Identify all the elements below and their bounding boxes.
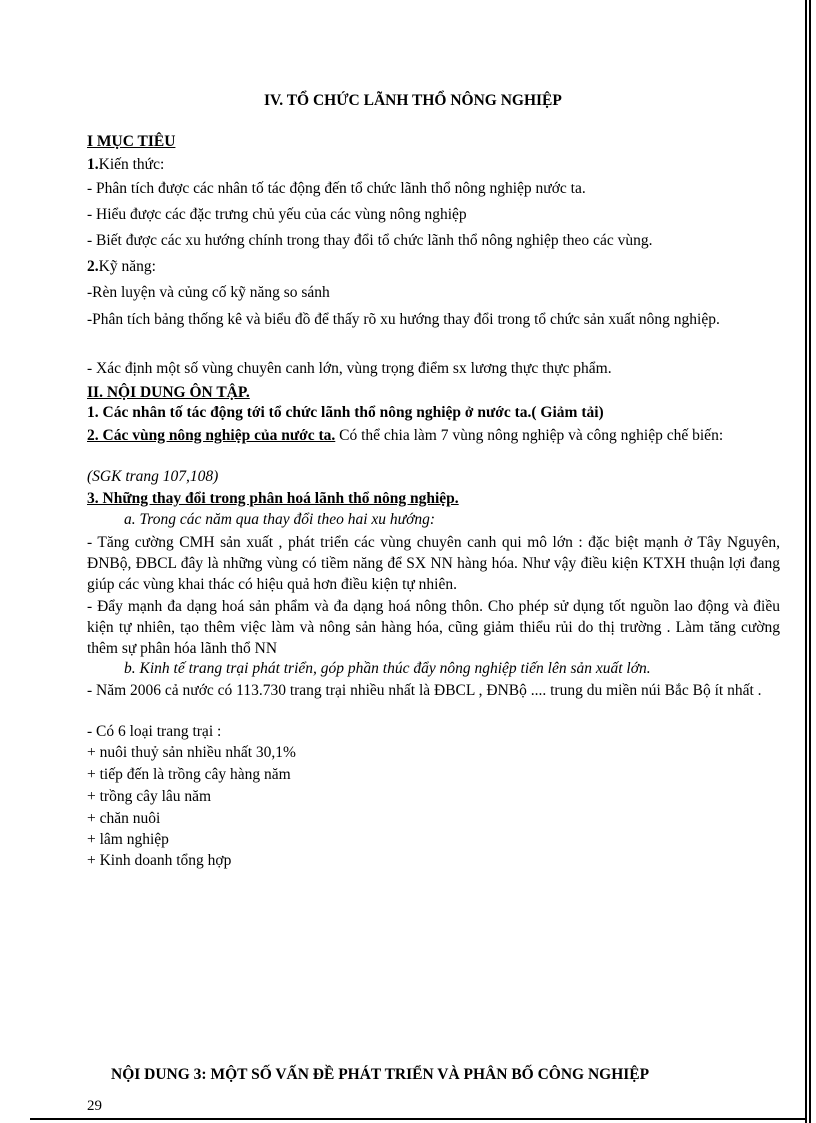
skill-item-1: -Rèn luyện và củng cố kỹ năng so sánh [87,284,330,301]
subsection-3: 3. Những thay đổi trong phân hoá lãnh thổ nông nghiệp. [87,490,459,507]
knowledge-text: Kiến thức: [98,156,165,173]
page-number: 29 [87,1098,102,1114]
farm-type-item: + Kinh doanh tổng hợp [87,852,232,869]
subsection-2-reference: (SGK trang 107,108) [87,468,219,485]
farm-type-item: + tiếp đến là trồng cây hàng năm [87,766,291,783]
skills-number: 2. [87,258,99,275]
knowledge-item-3: - Biết được các xu hướng chính trong thay đổi tổ chức lãnh thổ nông nghiệp theo các vùng. [87,232,653,249]
skills-label [87,258,156,276]
subsection-2 [87,426,780,445]
page-border-bottom [30,1118,806,1120]
skill-item-3: - Xác định một số vùng chuyên canh lớn, vùng trọng điểm sx lương thực thực phẩm. [87,360,612,377]
skill-item-2: -Phân tích bảng thống kê và biểu đồ để thấy rõ xu hướng thay đổi trong tổ chức sản xuất nông nghiệp. [87,311,720,328]
farm-type-item: + chăn nuôi [87,810,161,827]
next-section-title: NỘI DUNG 3: MỘT SỐ VẤN ĐỀ PHÁT TRIỂN VÀ PHÂN BỐ CÔNG NGHIỆP [111,1066,650,1083]
knowledge-item-1: - Phân tích được các nhân tố tác động đến tổ chức lãnh thổ nông nghiệp nước ta. [87,180,586,197]
farm-types-intro: - Có 6 loại trang trại : [87,723,222,740]
trend-a-paragraph-2: - Đẩy mạnh đa dạng hoá sản phẩm và đa dạng hoá nông thôn. Cho phép sử dụng tốt nguồn lao động và điều kiện tự nhiên, tạo thêm việc làm và nông sản hàng hóa, cũng giảm thiểu rủi do thị trường . Làm tăng cường thêm sự phân hóa lãnh thổ NN [87,598,780,657]
section-1-heading: I MỤC TIÊU [87,133,176,150]
trend-a-paragraph-1: - Tăng cường CMH sản xuất , phát triển các vùng chuyên canh qui mô lớn : đặc biệt mạnh ở Tây Nguyên, ĐNBộ, ĐBCL đây là những vùng có tiềm năng để SX NN hàng hóa. Như vậy điều kiện KTXH thuận lợi đang giúp các vùng khai thác có hiệu quả hơn điều kiện tự nhiên. [87,534,780,593]
knowledge-number: 1. [87,156,99,173]
subsection-2-heading: 2. Các vùng nông nghiệp của nước ta. [87,427,336,444]
farm-count-paragraph: - Năm 2006 cả nước có 113.730 trang trại nhiều nhất là ĐBCL , ĐNBộ .... trung du miền núi Bắc Bộ ít nhất . [87,682,762,699]
page-border-right [805,0,811,1123]
farm-type-item: + lâm nghiệp [87,831,169,848]
section-2-heading: II. NỘI DUNG ÔN TẬP. [87,384,250,401]
knowledge-label [87,156,164,174]
farm-type-item: + trồng cây lâu năm [87,788,212,805]
subsection-1: 1. Các nhân tố tác động tới tổ chức lãnh thổ nông nghiệp ở nước ta.( Giảm tải) [87,404,604,421]
subsection-2-text: Có thể chia làm 7 vùng nông nghiệp và công nghiệp chế biến: [335,427,724,444]
page-title: IV. TỔ CHỨC LÃNH THỔ NÔNG NGHIỆP [264,92,562,109]
skills-text: Kỹ năng: [98,258,156,275]
knowledge-item-2: - Hiểu được các đặc trưng chủ yếu của các vùng nông nghiệp [87,206,467,223]
trend-b-heading: b. Kinh tế trang trại phát triển, góp phần thúc đẩy nông nghiệp tiến lên sản xuất lớn. [124,660,651,677]
farm-type-item: + nuôi thuỷ sản nhiều nhất 30,1% [87,744,296,761]
trend-a-heading: a. Trong các năm qua thay đổi theo hai xu hướng: [124,511,436,528]
